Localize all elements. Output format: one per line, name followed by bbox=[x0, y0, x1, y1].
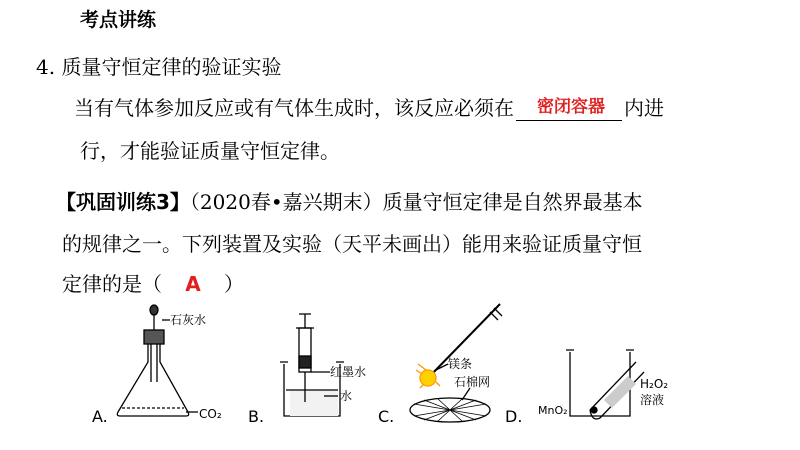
label-c-asbestos-net: 石棉网 bbox=[454, 375, 491, 389]
option-c-label: C. bbox=[378, 407, 395, 426]
point-title bbox=[36, 51, 281, 80]
exercise-tag: 【巩固训练3】 bbox=[56, 190, 190, 214]
point-title-text: 质量守恒定律的验证实验 bbox=[61, 55, 282, 79]
point-number: 4. bbox=[36, 55, 56, 79]
exercise-line2: 的规律之一。下列装置及实验（天平未画出）能用来验证质量守恒 bbox=[62, 232, 642, 256]
option-a-label: A. bbox=[92, 407, 108, 426]
label-a-limewater: 石灰水 bbox=[170, 313, 207, 327]
figure-d bbox=[505, 350, 668, 426]
point-answer: 密闭容器 bbox=[537, 97, 605, 117]
label-d-mno2: MnO₂ bbox=[538, 404, 568, 417]
figure-c bbox=[378, 304, 502, 426]
exercise-line1 bbox=[56, 186, 643, 215]
label-d-solution: 溶液 bbox=[640, 393, 665, 407]
exercise-line3-before: 定律的是（ bbox=[62, 272, 162, 296]
label-b-water: 水 bbox=[340, 389, 353, 403]
point-text-line1 bbox=[74, 92, 664, 121]
apparatus-figures bbox=[0, 300, 800, 450]
exercise-answer: A bbox=[185, 272, 201, 296]
point-text-after: 内进 bbox=[624, 96, 664, 120]
label-b-red-ink: 红墨水 bbox=[330, 365, 367, 379]
exercise-line3-after: ） bbox=[224, 272, 244, 296]
section-heading: 考点讲练 bbox=[80, 9, 157, 31]
exercise-line3 bbox=[62, 268, 244, 297]
exercise-line1-text: （2020春•嘉兴期末）质量守恒定律是自然界最基本 bbox=[189, 190, 643, 214]
option-d-label: D. bbox=[505, 407, 523, 426]
figure-b bbox=[248, 314, 366, 426]
point-text-line2: 行，才能验证质量守恒定律。 bbox=[80, 139, 340, 163]
figure-a bbox=[92, 305, 222, 426]
point-text-before: 当有气体参加反应或有气体生成时，该反应必须在 bbox=[74, 96, 514, 120]
label-c-mg-ribbon: 镁条 bbox=[448, 357, 473, 371]
label-a-co2: CO₂ bbox=[199, 407, 222, 421]
label-d-h2o2: H₂O₂ bbox=[640, 377, 669, 391]
option-b-label: B. bbox=[248, 407, 265, 426]
answer-blank bbox=[516, 94, 622, 121]
